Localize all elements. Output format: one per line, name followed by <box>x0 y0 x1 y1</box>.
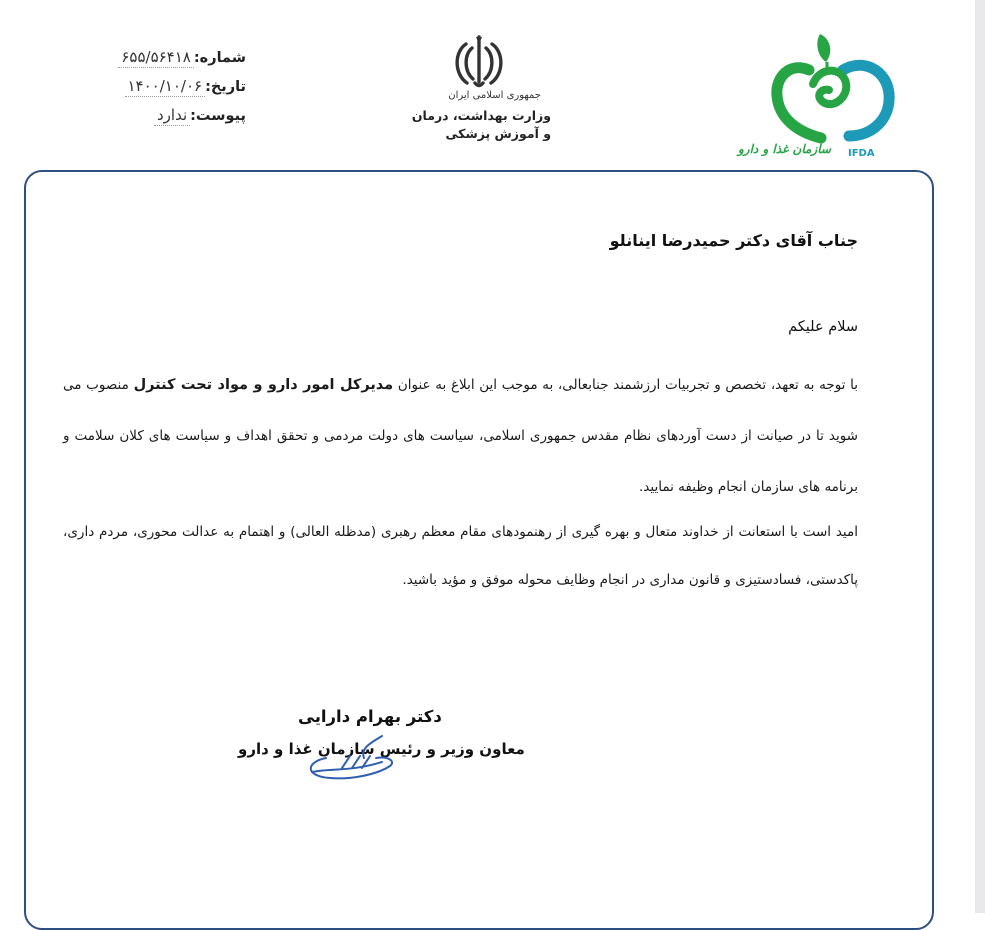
attachment-label: پیوست: <box>190 108 246 124</box>
number-label: شماره: <box>193 50 246 66</box>
paragraph-1-intro: با توجه به تعهد، تخصص و تجربیات ارزشمند جنابعالی، به موجب این ابلاغ به عنوان <box>397 377 858 393</box>
logo-name: سازمان غذا و دارو <box>738 142 831 156</box>
page-edge-strip <box>975 0 985 913</box>
attachment-row <box>86 106 246 135</box>
ministry-line-1: وزارت بهداشت، درمان <box>411 108 551 123</box>
number-value: ۶۵۵/۵۶۴۱۸ <box>118 48 194 68</box>
republic-text: جمهوری اسلامی ایران <box>448 90 541 101</box>
recipient: جناب آقای دکتر حمیدرضا اینانلو <box>609 231 858 250</box>
paragraph-2: امید است با استعانت از خداوند متعال و بهره گیری از رهنمودهای مقام معظم رهبری (مدظله العالی) و اهتمام به عدالت محوری، مردم داری، پاکدستی، فسادستیزی و قانون مداری در انجام وظایف محوله موفق و مؤید باشید. <box>63 524 858 588</box>
signatory-title: معاون وزیر و رئیس سازمان غذا و دارو <box>238 740 525 758</box>
date-label: تاریخ: <box>205 79 246 95</box>
signatory-name: دکتر بهرام دارایی <box>298 707 442 726</box>
date-row <box>86 77 246 106</box>
ministry-block <box>385 90 565 143</box>
handwritten-signature-icon <box>290 728 410 788</box>
logo-abbr: IFDA <box>848 148 875 159</box>
paragraph-1 <box>63 360 858 513</box>
iran-emblem-icon <box>448 35 510 90</box>
ministry-line-2: و آموزش پزشکی <box>445 126 551 141</box>
letter-meta <box>86 48 246 135</box>
paragraph-1-rest: منصوب می شوید تا در صیانت از دست آوردهای نظام مقدس جمهوری اسلامی، سیاست های دولت مردمی و تحقق اهداف و سیاست های کلان سلامت و برنامه های سازمان انجام وظیفه نمایید. <box>63 377 858 495</box>
attachment-value: ندارد <box>154 106 190 126</box>
ifda-logo-icon <box>735 30 910 150</box>
date-value: ۱۴۰۰/۱۰/۰۶ <box>125 77 206 97</box>
appointment-title: مدیرکل امور دارو و مواد تحت کنترل <box>133 377 394 393</box>
number-row <box>86 48 246 77</box>
greeting: سلام علیکم <box>788 319 858 335</box>
